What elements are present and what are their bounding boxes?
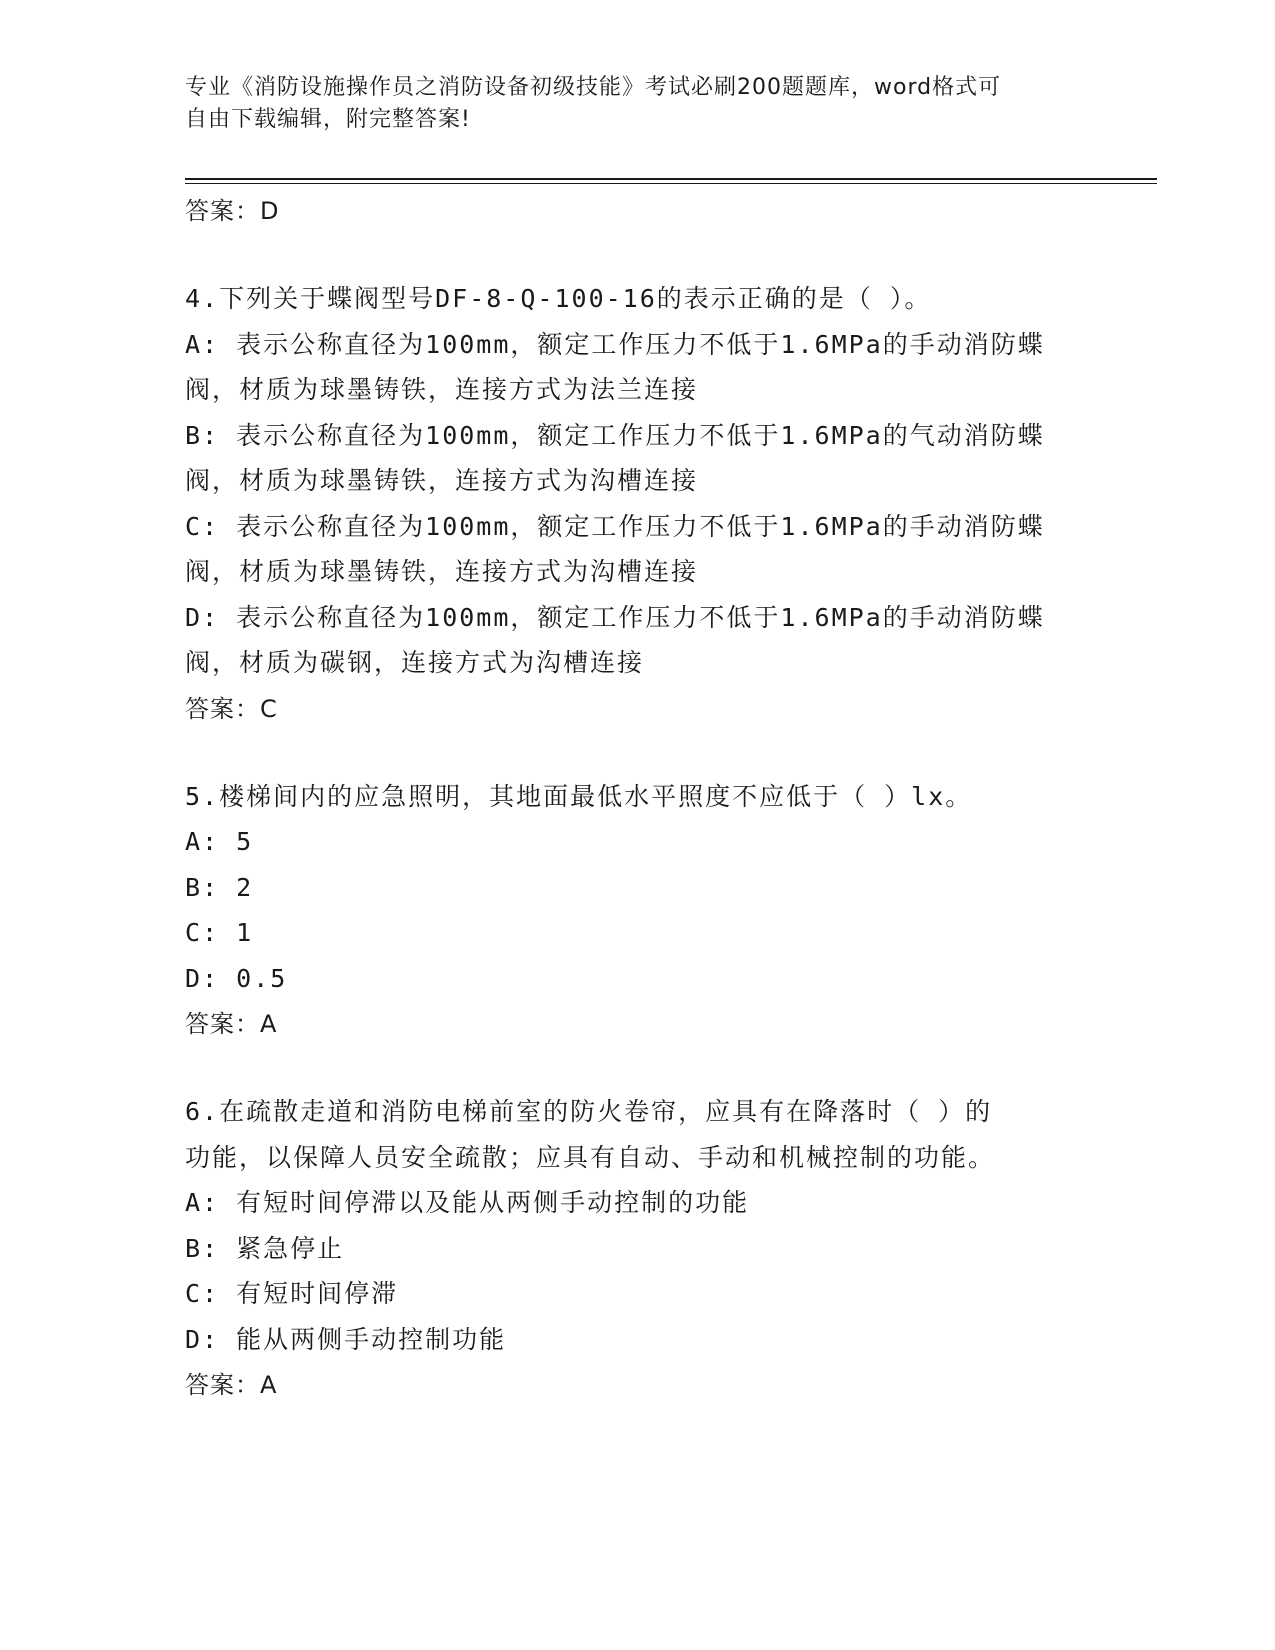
option-d-continued: 阀，材质为碳钢，连接方式为沟槽连接: [185, 648, 645, 677]
option-d: D: 0.5: [185, 963, 288, 993]
option-d: D: 表示公称直径为100mm，额定工作压力不低于1.6MPa的手动消防蝶: [185, 602, 1045, 632]
option-a: A: 5: [185, 827, 254, 856]
answer-line: 答案：A: [185, 1010, 278, 1038]
question-stem: 6.在疏散走道和消防电梯前室的防火卷帘，应具有在降落时（ ）的: [185, 1097, 993, 1126]
option-d: D: 能从两侧手动控制功能: [185, 1324, 507, 1354]
document-body: [185, 188, 1085, 1408]
answer-line: 答案：C: [185, 694, 278, 723]
option-a: A: 表示公称直径为100mm，额定工作压力不低于1.6MPa的手动消防蝶: [185, 329, 1045, 359]
header-rule-thin: [185, 183, 1157, 184]
option-a-continued: 阀，材质为球墨铸铁，连接方式为法兰连接: [185, 375, 699, 404]
answer-line: 答案：D: [185, 197, 280, 225]
option-c: C: 表示公称直径为100mm，额定工作压力不低于1.6MPa的手动消防蝶: [185, 511, 1045, 541]
option-c: C: 1: [185, 918, 254, 947]
question-stem: 5.楼梯间内的应急照明，其地面最低水平照度不应低于（ ）lx。: [185, 781, 973, 811]
question-stem-continued: 功能，以保障人员安全疏散；应具有自动、手动和机械控制的功能。: [185, 1142, 996, 1172]
option-b: B: 表示公称直径为100mm，额定工作压力不低于1.6MPa的气动消防蝶: [185, 420, 1045, 450]
question-4: [185, 276, 1085, 732]
option-c-continued: 阀，材质为球墨铸铁，连接方式为沟槽连接: [185, 557, 699, 586]
question-6: [185, 1089, 1085, 1408]
option-b: B: 紧急停止: [185, 1233, 345, 1263]
question-stem: 4.下列关于蝶阀型号DF-8-Q-100-16的表示正确的是（ ）。: [185, 284, 932, 313]
question-5: [185, 774, 1085, 1048]
document-header: [185, 72, 1085, 136]
header-line-2: 自由下载编辑，附完整答案!: [185, 107, 471, 132]
option-c: C: 有短时间停滞: [185, 1279, 399, 1308]
option-a: A: 有短时间停滞以及能从两侧手动控制的功能: [185, 1188, 750, 1217]
option-b-continued: 阀，材质为球墨铸铁，连接方式为沟槽连接: [185, 466, 699, 495]
answer-line: 答案：A: [185, 1371, 278, 1399]
header-rule-thick: [185, 178, 1157, 180]
option-b: B: 2: [185, 872, 254, 902]
header-line-1: 专业《消防设施操作员之消防设备初级技能》考试必刷200题题库，word格式可: [185, 75, 1002, 100]
